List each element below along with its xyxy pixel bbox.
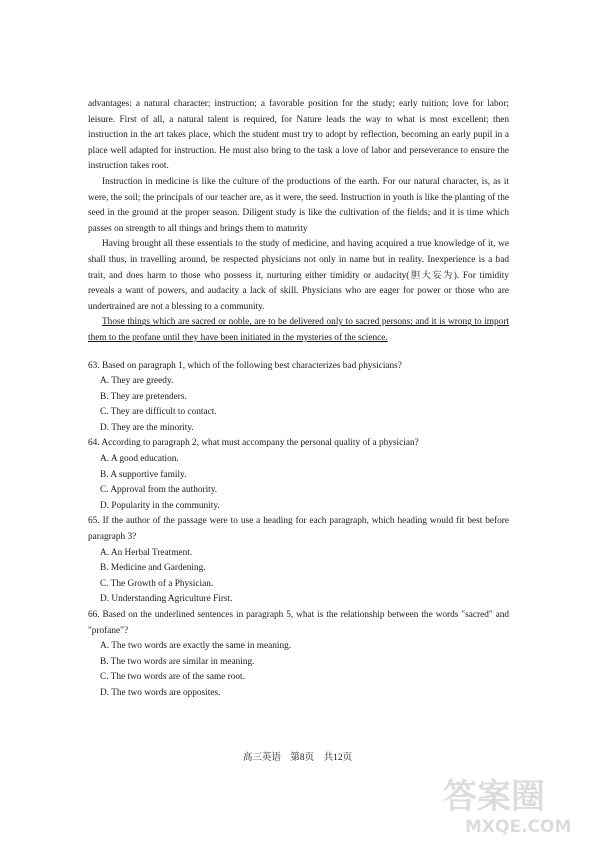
- passage-paragraph-underlined: Those things which are sacred or noble, are to be delivered only to sacred persons; and it is wrong to import them to the profane until they have been initiated in the mysteries of the science.: [88, 317, 509, 343]
- watermark-logo: [435, 770, 585, 838]
- option-c: C. The two words are of the same root.: [100, 672, 245, 683]
- option-d: D. Understanding Agriculture First.: [100, 594, 233, 605]
- watermark-line1: 答案圈: [443, 777, 545, 817]
- option-a: A. An Herbal Treatment.: [100, 547, 193, 558]
- question-stem: 63. Based on paragraph 1, which of the following best characterizes bad physicians?: [88, 360, 402, 371]
- question-66: [88, 608, 509, 702]
- question-stem: 64. According to paragraph 2, what must accompany the personal quality of a physician?: [88, 438, 419, 449]
- option-a: A. They are greedy.: [100, 376, 174, 387]
- question-stem: 66. Based on the underlined sentences in paragraph 5, what is the relationship between the words "sacred" and "profane"?: [88, 610, 509, 636]
- question-63: [88, 359, 509, 437]
- option-b: B. Medicine and Gardening.: [100, 563, 206, 574]
- option-d: D. They are the minority.: [100, 422, 194, 433]
- exam-page: [88, 97, 509, 702]
- passage-paragraph-2: Instruction in medicine is like the culture of the productions of the earth. For our natural character, is, as it were, the soil; the principals of our teacher are, as it were, the seed. Instruction in youth is like the planting of the seed in the ground at the proper season. Diligent study is like the cultivation of the fields; and it is time which passes on strength to all things and brings them to maturity: [88, 176, 509, 234]
- question-64: [88, 436, 509, 514]
- option-c: C. Approval from the authority.: [100, 485, 218, 496]
- option-b: B. They are pretenders.: [100, 391, 187, 402]
- option-c: C. They are difficult to contact.: [100, 407, 217, 418]
- question-list: [88, 359, 509, 702]
- passage-paragraph-1: advantages: a natural character; instruction; a favorable position for the study; early tuition; love for labor; leisure. First of all, a natural talent is required, for Nature leads the way to what is most excellent; then instruction in the art takes place, which the student must try to adopt by reflection, becoming an early pupil in a place well adapted for instruction. He must also bring to the task a love of labor and perseverance to ensure the instruction takes root.: [88, 99, 509, 172]
- option-a: A. The two words are exactly the same in meaning.: [100, 641, 292, 652]
- question-65: [88, 514, 509, 608]
- passage-paragraph-3: Having brought all these essentials to the study of medicine, and having acquired a true knowledge of it, we shall thus, in travelling around, be respected physicians not only in name but in reality. Inexperience is a bad trait, and does harm to those who possess it, nurturing either timidity or audacity(胆大妄为). For timidity reveals a want of powers, and audacity a lack of skill. Physicians who are eager for power or those who are undertrained are not a blessing to a community.: [88, 239, 509, 312]
- reading-passage: [88, 97, 509, 347]
- option-a: A. A good education.: [100, 454, 179, 465]
- option-b: B. The two words are similar in meaning.: [100, 656, 255, 667]
- question-stem: 65. If the author of the passage were to use a heading for each paragraph, which heading would fit best before paragraph 3?: [88, 516, 509, 543]
- option-d: D. Popularity in the community.: [100, 500, 220, 511]
- option-c: C. The Growth of a Physician.: [100, 578, 214, 589]
- option-d: D. The two words are opposites.: [100, 687, 221, 698]
- option-b: B. A supportive family.: [100, 469, 187, 480]
- watermark-line2: MXQE.COM: [465, 817, 572, 837]
- page-footer: 高三英语 第8页 共12页: [242, 753, 353, 763]
